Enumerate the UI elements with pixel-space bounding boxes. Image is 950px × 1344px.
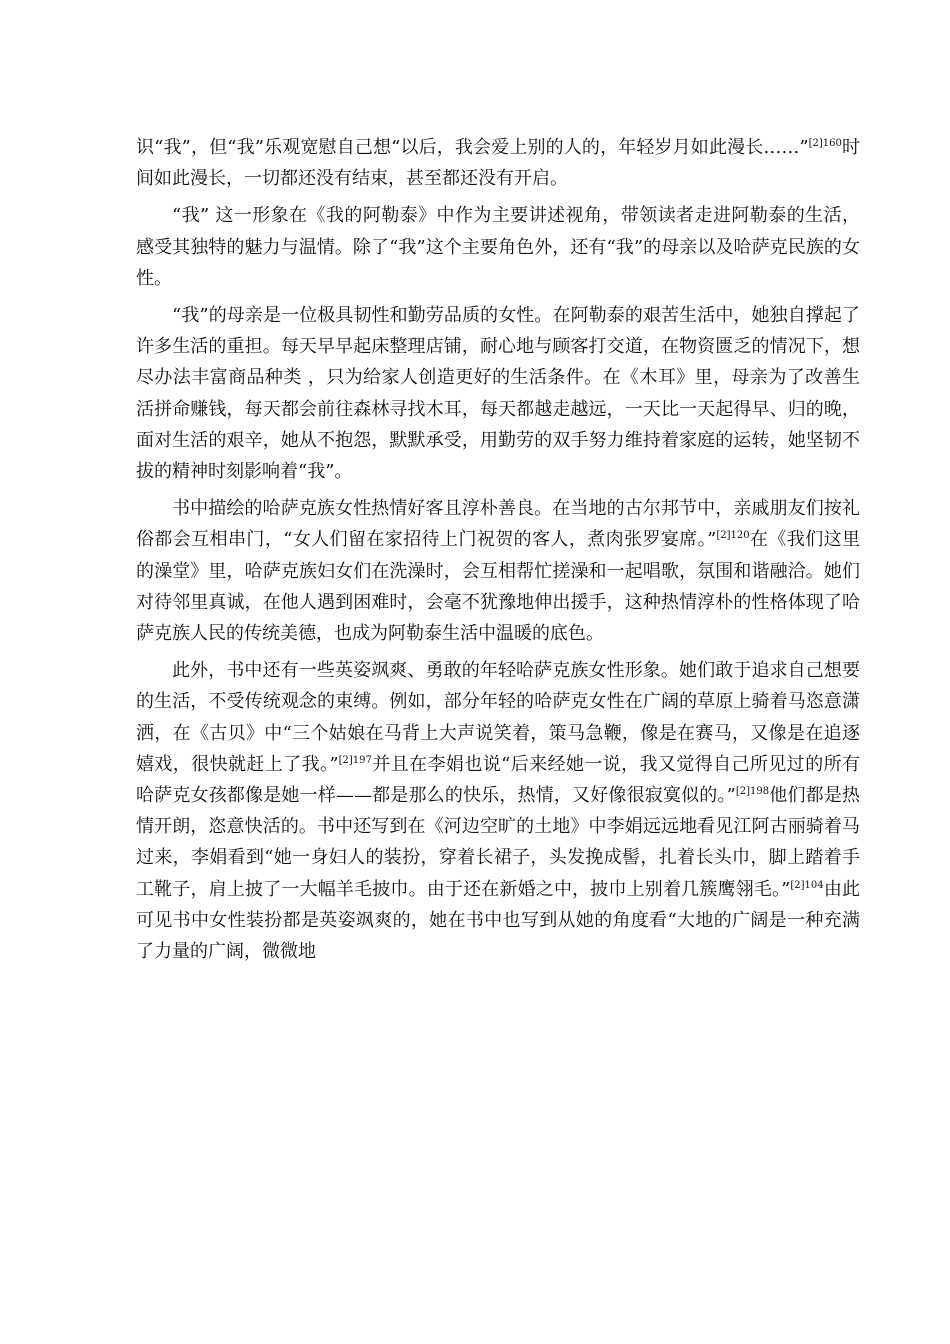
- paragraph-text: 他们都是热情开朗，恣意快活的。书中还写到在《河边空旷的土地》中李娟远远地看见江阿古丽骑着马过来，李娟看到“她一身妇人的装扮，穿着长裙子，头发挽成髻，扎着长头巾，脚上踏着手工靴子，肩上披了一大幅羊毛披巾。由于还在新婚之中，披巾上别着几簇鹰翎毛。”: [136, 785, 861, 900]
- citation-ref: [2]198: [735, 786, 770, 798]
- paragraph-1: [136, 132, 860, 194]
- paragraph-text: 在《我们这里的澡堂》里，哈萨克族妇女们在洗澡时，会互相帮忙搓澡和一起唱歌，氛围和谐融洽。她们对待邻里真诚，在他人遇到困难时，会毫不犹豫地伸出援手，这种热情淳朴的性格体现了哈萨克族人民的传统美德，也成为阿勒泰生活中温暖的底色。: [136, 529, 860, 645]
- paragraph-text: 由此可见书中女性装扮都是英姿飒爽的，她在书中也写到从她的角度看“大地的广阔是一种充满了力量的广阔，微微地: [136, 878, 860, 963]
- paragraph-text: 书中描绘的哈萨克族女性热情好客且淳朴善良。在当地的古尔邦节中，亲戚朋友们按礼俗都会互相串门，“女人们留在家招待上门祝贺的客人，煮肉张罗宴席。”: [136, 498, 860, 551]
- citation-ref: [2]104: [790, 879, 824, 891]
- paragraph-text: “我” 这一形象在《我的阿勒泰》中作为主要讲述视角，带领读者走进阿勒泰的生活，感受其独特的魅力与温情。除了“我”这个主要角色外，还有“我”的母亲以及哈萨克民族的女性。: [136, 205, 860, 289]
- paragraph-3: [136, 300, 860, 487]
- paragraph-2: [136, 200, 860, 294]
- citation-ref: [2]120: [716, 530, 750, 542]
- document-page: [136, 132, 860, 973]
- paragraph-text: “我”的母亲是一位极具韧性和勤劳品质的女性。在阿勒泰的艰苦生活中，她独自撑起了许多生活的重担。每天早早起床整理店铺，耐心地与顾客打交道，在物资匮乏的情况下，想尽办法丰富商品种类 ，只为给家人创造更好的生活条件。在《木耳》里，母亲为了改善生活拼命赚钱，每天都会前往森林寻找木耳，每天都越走越远，一天比一天起得早、归的晚，面对生活的艰辛，她从不抱怨，默默承受，用勤劳的双手努力维持着家庭的运转，她坚韧不拔的精神时刻影响着“我”。: [136, 305, 860, 483]
- paragraph-4: [136, 493, 860, 649]
- paragraph-text: 此外，书中还有一些英姿飒爽、勇敢的年轻哈萨克族女性形象。她们敢于追求自己想要的生活，不受传统观念的束缚。例如，部分年轻的哈萨克女性在广阔的草原上骑着马恣意潇洒，在《古贝》中“三个姑娘在马背上大声说笑着，策马急鞭，像是在赛马，又像是在追逐嬉戏，很快就赶上了我。”: [136, 660, 860, 775]
- citation-ref: [2]160: [808, 138, 842, 149]
- citation-ref: [2]197: [338, 754, 372, 766]
- paragraph-text: 识“我”，但“我”乐观宽慰自己想“以后，我会爱上别的人的，年轻岁月如此漫长……”: [136, 137, 809, 158]
- paragraph-5: [136, 655, 860, 967]
- paragraph-text: 时间如此漫长，一切都还没有结束，甚至都还没有开启。: [136, 137, 861, 190]
- paragraph-text: 并且在李娟也说“后来经她一说，我又觉得自己所见过的所有哈萨克女孩都像是她一样——都是那么的快乐，热情，又好像很寂寞似的。”: [136, 753, 860, 807]
